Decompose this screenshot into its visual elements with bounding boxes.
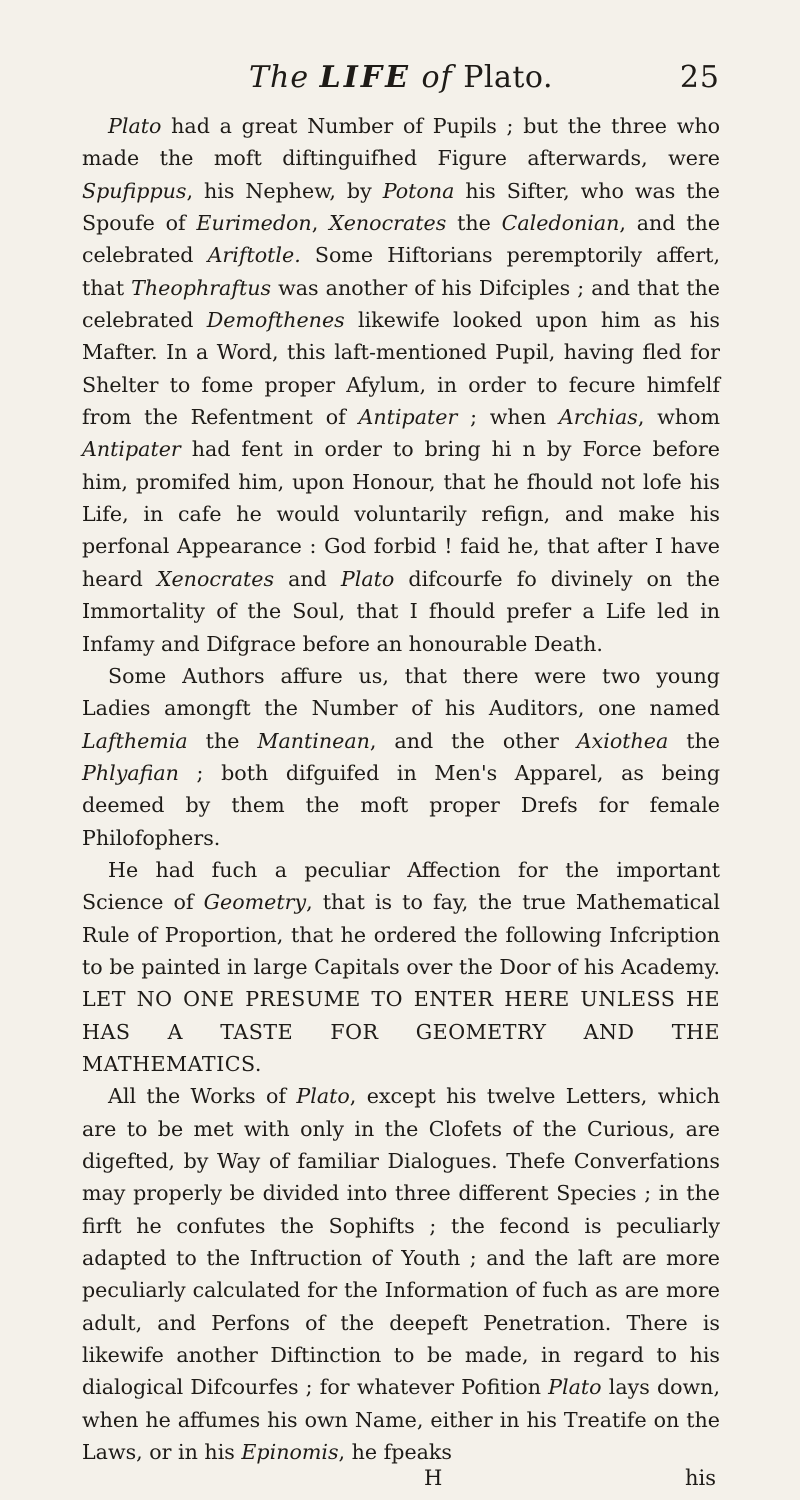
text-run: his Sifter, who was the Spoufe of bbox=[82, 178, 720, 236]
text-run: , and the celebrated bbox=[82, 211, 721, 268]
text-run: , except his twelve Letters, which are to be met with only in the Clofets of the Curious, are digefted, by Way of familiar Dialogues. Thefe Converfations may properly be divided into three different Species ; in the firft he confutes the Sophifts ; the fecond is peculiarly adapted to the Inftruction of Youth ; and the laft are more peculiarly calculated for the Information of fuch as are more adult, and Perfons of the deepeft Penetration. There is likewife another Diftinction to be made, in regard to his dialogical Difcourfes ; for whatever Pofition bbox=[82, 1084, 720, 1400]
title-plato: Plato. bbox=[463, 60, 553, 95]
text-run: , that is to fay, the true Mathematical Rule of Proportion, that he ordered the following Infcription to be painted in large Capitals over the Door of his Academy. bbox=[82, 890, 721, 979]
paragraph bbox=[82, 1080, 720, 1468]
text-run: had fent in order to bring hi n by Force before him, promifed him, upon Honour, that he fhould not lofe his Life, in cafe he would voluntarily refign, and make his perfonal Appearance : God forbid ! faid he, that after I have heard bbox=[82, 437, 720, 591]
italic-text: Potona bbox=[382, 178, 455, 203]
text-run: LET NO ONE PRESUME TO ENTER HERE UNLESS HE HAS A TASTE FOR GEOMETRY AND THE MATHEMATICS. bbox=[82, 987, 720, 1076]
italic-text: Ariftotle. bbox=[207, 243, 301, 268]
italic-text: Phlyafian bbox=[82, 760, 179, 785]
italic-text: Epinomis bbox=[241, 1440, 339, 1465]
italic-text: Theophraftus bbox=[131, 275, 272, 300]
text-run: the bbox=[446, 211, 502, 236]
text-run: , his Nephew, by bbox=[186, 178, 383, 203]
italic-text: Spufippus bbox=[82, 178, 187, 203]
text-run: ; both difguifed in Men's Apparel, as being deemed by them the moft proper Drefs for female Philofophers. bbox=[82, 760, 720, 850]
text-run: the bbox=[668, 728, 720, 753]
italic-text: Antipater bbox=[358, 405, 458, 430]
title-life: LIFE bbox=[319, 60, 411, 95]
text-run: had a great Number of Pupils ; but the three who made the moft diftinguifhed Figure afterwards, were bbox=[82, 114, 720, 171]
italic-text: Plato bbox=[296, 1084, 350, 1109]
italic-text: Antipater bbox=[82, 437, 181, 462]
paragraph bbox=[82, 854, 720, 1080]
text-run: Some Hiftorians peremptorily affert, that bbox=[82, 243, 720, 300]
text-run: the bbox=[187, 728, 258, 753]
text-run: and bbox=[274, 566, 341, 591]
title-of: of bbox=[410, 60, 464, 95]
signature-mark: H bbox=[424, 1466, 443, 1491]
body-text bbox=[82, 110, 720, 1468]
running-header bbox=[82, 60, 720, 104]
italic-text: Caledonian bbox=[501, 211, 620, 236]
running-title bbox=[249, 60, 463, 95]
italic-text: Axiothea bbox=[576, 728, 669, 753]
page-number: 25 bbox=[679, 60, 720, 95]
italic-text: Xenocrates bbox=[156, 566, 275, 591]
italic-text: Geometry bbox=[203, 890, 307, 915]
text-run: Some Authors affure us, that there were two young Ladies amongft the Number of his Auditors, one named bbox=[82, 663, 720, 721]
catchword: his bbox=[684, 1466, 716, 1491]
text-run: difcourfe fo divinely on the Immortality of the Soul, that I fhould prefer a Life led in Infamy and Difgrace before an honourable Death. bbox=[82, 566, 720, 656]
italic-text: Plato bbox=[108, 114, 162, 138]
text-run: lays down, when he affumes his own Name, either in his Treatife on the Laws, or in his bbox=[82, 1375, 720, 1465]
italic-text: Demofthenes bbox=[206, 308, 345, 333]
title-prefix: The bbox=[249, 60, 320, 95]
italic-text: Lafthemia bbox=[82, 728, 188, 753]
text-run: , whom bbox=[637, 405, 720, 430]
page-footer bbox=[82, 1466, 720, 1500]
text-run: , he fpeaks bbox=[338, 1440, 452, 1465]
text-run: , and the other bbox=[369, 728, 577, 753]
text-run: ; when bbox=[457, 405, 559, 430]
text-run: He had fuch a peculiar Affection for the important Science of bbox=[82, 857, 720, 915]
italic-text: Xenocrates bbox=[329, 211, 447, 236]
italic-text: Mantinean bbox=[257, 728, 370, 753]
text-run: was another of his Difciples ; and that the celebrated bbox=[82, 275, 720, 333]
paragraph bbox=[82, 110, 720, 660]
italic-text: Plato bbox=[340, 566, 395, 591]
paragraph bbox=[82, 660, 720, 854]
text-run: , bbox=[311, 211, 330, 236]
italic-text: Plato bbox=[548, 1375, 602, 1400]
italic-text: Eurimedon bbox=[196, 211, 312, 236]
text-run: likewife looked upon him as his Mafter. In a Word, this laft-mentioned Pupil, having fled for Shelter to fome proper Afylum, in order to fecure himfelf from the Refentment of bbox=[82, 308, 721, 430]
text-run: All the Works of bbox=[108, 1084, 297, 1109]
italic-text: Archias bbox=[558, 405, 638, 430]
